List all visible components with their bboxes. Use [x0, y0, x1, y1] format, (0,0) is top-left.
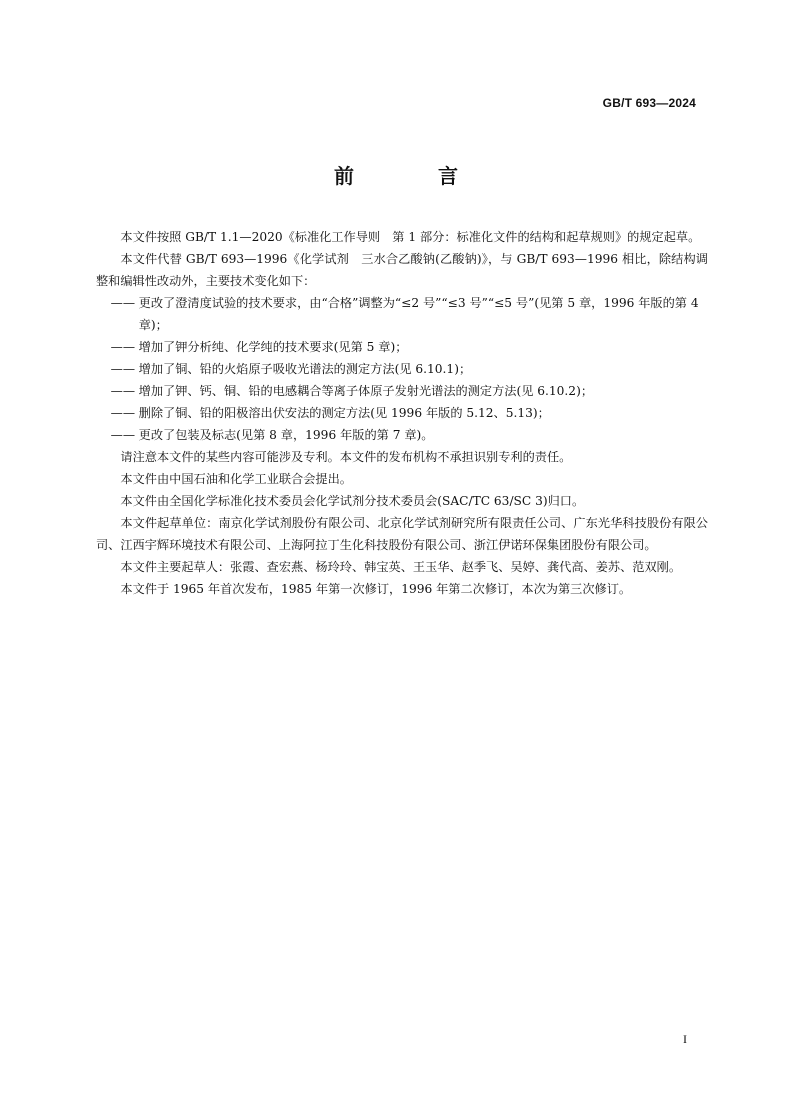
foreword-body: [96, 226, 708, 600]
list-item-text: 更改了包装及标志(见第 8 章，1996 年版的第 7 章)。: [138, 428, 434, 442]
list-item: [96, 292, 708, 336]
paragraph-drafting-rules: 本文件按照 GB/T 1.1—2020《标准化工作导则 第 1 部分：标准化文件的结构和起草规则》的规定起草。: [120, 230, 701, 244]
list-item: [96, 424, 708, 446]
paragraph-patent-notice: 请注意本文件的某些内容可能涉及专利。本文件的发布机构不承担识别专利的责任。: [120, 450, 572, 464]
page-title: 前 言: [334, 164, 490, 188]
dash-mark: ——: [110, 384, 135, 398]
paragraph-proposer: 本文件由中国石油和化学工业联合会提出。: [120, 472, 352, 486]
paragraph-drafters: 本文件主要起草人：张霞、查宏燕、杨玲玲、韩宝英、王玉华、赵季飞、吴婷、龚代高、姜苏、范双刚。: [120, 560, 682, 574]
changes-list: [96, 292, 708, 446]
document-code: GB/T 693—2024: [602, 96, 696, 110]
page-number: I: [683, 1032, 687, 1046]
dash-mark: ——: [110, 362, 135, 376]
list-item-text: 删除了铜、铅的阳极溶出伏安法的测定方法(见 1996 年版的 5.12、5.13)；: [138, 406, 550, 420]
list-item-text: 增加了铜、铅的火焰原子吸收光谱法的测定方法(见 6.10.1)；: [138, 362, 472, 376]
dash-mark: ——: [110, 296, 135, 310]
paragraph-replacement: 本文件代替 GB/T 693—1996《化学试剂 三水合乙酸钠(乙酸钠)》，与 GB/T 693—1996 相比，除结构调整和编辑性改动外，主要技术变化如下：: [96, 252, 708, 288]
paragraph-history: 本文件于 1965 年首次发布，1985 年第一次修订，1996 年第二次修订，本次为第三次修订。: [120, 582, 632, 596]
dash-mark: ——: [110, 406, 135, 420]
list-item-text: 增加了钾、钙、铜、铅的电感耦合等离子体原子发射光谱法的测定方法(见 6.10.2)；: [138, 384, 594, 398]
list-item-text: 增加了钾分析纯、化学纯的技术要求(见第 5 章)；: [138, 340, 408, 354]
list-item: [96, 402, 708, 424]
list-item: [96, 380, 708, 402]
dash-mark: ——: [110, 428, 135, 442]
list-item: [96, 358, 708, 380]
paragraph-drafting-units: 本文件起草单位：南京化学试剂股份有限公司、北京化学试剂研究所有限责任公司、广东光华科技股份有限公司、江西宇辉环境技术有限公司、上海阿拉丁生化科技股份有限公司、浙江伊诺环保集团股份有限公司。: [96, 516, 708, 552]
dash-mark: ——: [110, 340, 135, 354]
paragraph-committee: 本文件由全国化学标准化技术委员会化学试剂分技术委员会(SAC/TC 63/SC 3)归口。: [120, 494, 585, 508]
list-item: [96, 336, 708, 358]
list-item-text: 更改了澄清度试验的技术要求，由“合格”调整为“≤2 号”“≤3 号”“≤5 号”(见第 5 章，1996 年版的第 4 章)；: [138, 296, 699, 332]
